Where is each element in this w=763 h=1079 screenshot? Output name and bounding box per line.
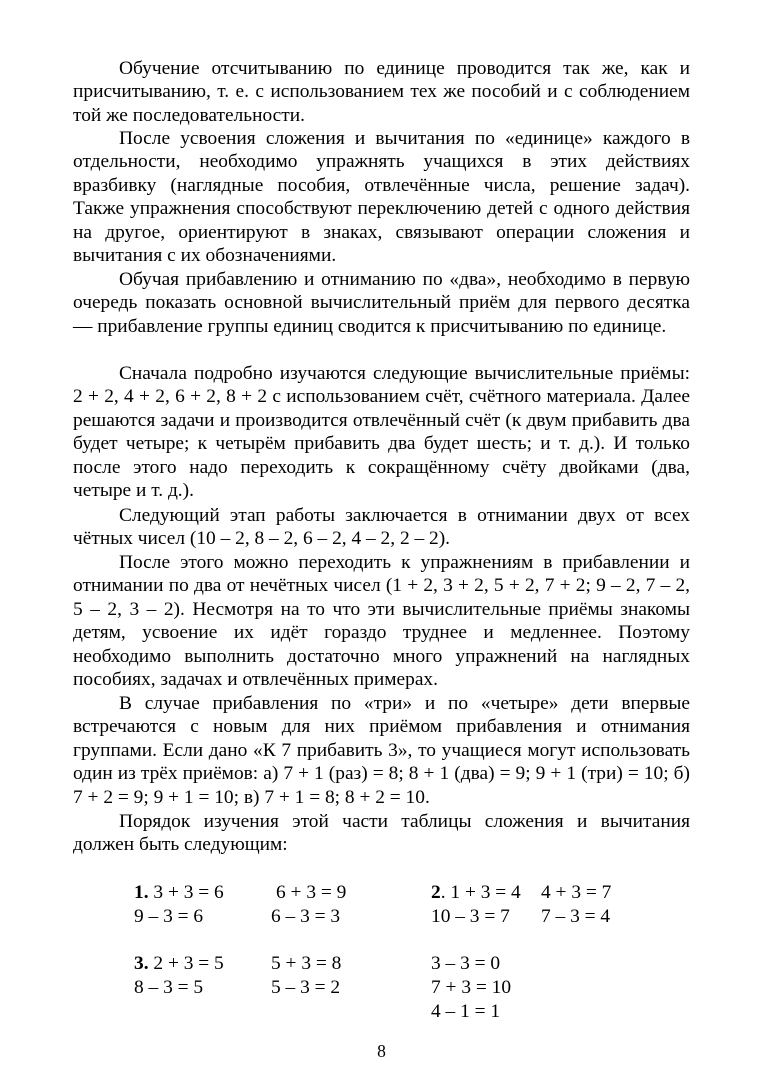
- paragraph-6: После этого можно переходить к упражнениям в прибавлении и отнимании по два от нечётных чисел (1 + 2, 3 + 2, 5 + 2, 7 + 2; 9 – 2, 7 – 2, 5 – 2, 3 – 2). Несмотря на то что эти вычислительные приёмы знакомы детям, усвоение их идёт гораздо труднее и медленнее. Поэтому необходимо выполнить достаточно много упражнений на наглядных пособиях, задачах и отвлечённых примерах.: [73, 552, 690, 691]
- paragraph-1: Обучение отсчитыванию по единице проводится так же, как и присчитыванию, т. е. с использованием тех же пособий и с соблюдением той же последовательности.: [73, 58, 690, 126]
- exercise-number: 3.: [134, 953, 149, 974]
- exercise-number: 2: [431, 882, 441, 903]
- paragraph-5: Следующий этап работы заключается в отнимании двух от всех чётных чисел (10 – 2, 8 – 2, 6 – 2, 4 – 2, 2 – 2).: [73, 505, 690, 550]
- exercise-group-2-row-1: [431, 881, 521, 904]
- exercise-group-3-row-1: [134, 952, 224, 975]
- exercise-equation: 3 – 3 = 0: [431, 953, 501, 974]
- paragraph-4: Сначала подробно изучаются следующие вычислительные приёмы: 2 + 2, 4 + 2, 6 + 2, 8 + 2 с использованием счёт, счётного материала. Далее решаются задачи и производится отвлечённый счёт (к двум прибавить два будет четыре; к четырём прибавить два будет шесть; и т. д.). И только после этого надо переходить к сокращённому счёту двойками (два, четыре и т. д.).: [73, 363, 690, 502]
- exercise-equation: . 1 + 3 = 4: [440, 882, 521, 903]
- exercise-equation: 5 + 3 = 8: [271, 953, 342, 974]
- exercise-equation: 5 – 3 = 2: [271, 977, 341, 998]
- paragraph-8: Порядок изучения этой части таблицы сложения и вычитания должен быть следующим:: [73, 811, 690, 856]
- exercise-equation: 10 – 3 = 7: [431, 906, 510, 927]
- exercise-group-1-row-1: [134, 881, 224, 904]
- exercise-equation: 8 – 3 = 5: [134, 977, 204, 998]
- exercise-equation: 4 – 1 = 1: [431, 1001, 501, 1022]
- exercise-equation: 4 + 3 = 7: [541, 882, 612, 903]
- paragraph-3: Обучая прибавлению и отниманию по «два», необходимо в первую очередь показать основной вычислительный приём для первого десятка — прибавление группы единиц сводится к присчитыванию по единице.: [73, 269, 690, 337]
- paragraph-2: После усвоения сложения и вычитания по «единице» каждого в отдельности, необходимо упражнять учащихся в этих действиях вразбивку (наглядные пособия, отвлечённые числа, решение задач). Также упражнения способствуют переключению детей с одного действия на другое, ориентируют в знаках, связывают операции сложения и вычитания с их обозначениями.: [73, 128, 690, 267]
- exercise-equation: 9 – 3 = 6: [134, 906, 204, 927]
- paragraph-7: В случае прибавления по «три» и по «четыре» дети впервые встречаются с новым для них приёмом прибавления и отнимания группами. Если дано «К 7 прибавить 3», то учащиеся могут использовать один из трёх приёмов: а) 7 + 1 (раз) = 8; 8 + 1 (два) = 9; 9 + 1 (три) = 10; б) 7 + 2 = 9; 9 + 1 = 10; в) 7 + 1 = 8; 8 + 2 = 10.: [73, 693, 690, 808]
- exercise-number: 1.: [134, 882, 149, 903]
- exercise-equation: 2 + 3 = 5: [148, 953, 224, 974]
- exercise-equation: 6 + 3 = 9: [276, 882, 347, 903]
- exercise-equation: 7 + 3 = 10: [431, 977, 512, 998]
- page-number: 8: [377, 1041, 386, 1061]
- exercise-equation: 7 – 3 = 4: [541, 906, 611, 927]
- exercise-equation: 3 + 3 = 6: [148, 882, 224, 903]
- exercise-equation: 6 – 3 = 3: [271, 906, 341, 927]
